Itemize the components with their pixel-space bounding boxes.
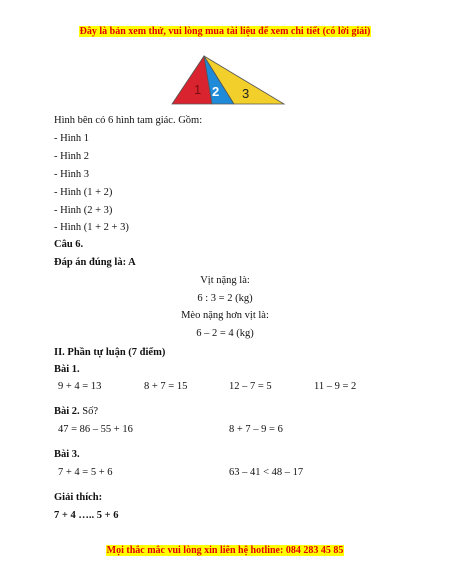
solution-line-2: 6 : 3 = 2 (kg) — [197, 293, 253, 304]
bai-1-item-4: 11 – 9 = 2 — [314, 381, 357, 392]
question-6-answer: Đáp án đúng là: A — [54, 257, 136, 268]
explain-title: Giải thích: — [54, 492, 103, 503]
triangle-item-4: - Hình (1 + 2) — [54, 187, 113, 198]
bai-2-suffix: Số? — [79, 406, 99, 417]
bai-3-item-1: 7 + 4 = 5 + 6 — [58, 467, 113, 478]
question-6-title: Câu 6. — [54, 239, 84, 250]
bai-2-heading — [54, 406, 98, 417]
bai-1-title: Bài 1. — [54, 364, 80, 375]
intro-text: Hình bên có 6 hình tam giác. Gồm: — [54, 115, 203, 126]
solution-line-3: Mèo nặng hơn vịt là: — [181, 310, 269, 321]
triangle-item-1: - Hình 1 — [54, 133, 89, 144]
hotline-banner-text: Mọi thắc mắc vui lòng xin liên hệ hotline: 084 283 45 85 — [106, 545, 344, 556]
bai-2-item-2: 8 + 7 – 9 = 6 — [229, 424, 283, 435]
triangle-label-1: 1 — [194, 82, 202, 97]
triangle-label-3: 3 — [242, 86, 250, 101]
bai-1-item-1: 9 + 4 = 13 — [58, 381, 102, 392]
preview-banner-text: Đây là bản xem thử, vui lòng mua tài liệu để xem chi tiết (có lời giải) — [79, 26, 371, 37]
preview-banner — [0, 26, 450, 37]
bai-2-item-1: 47 = 86 – 55 + 16 — [58, 424, 133, 435]
bai-2-title: Bài 2. — [54, 406, 80, 417]
bai-3-item-2: 63 – 41 < 48 – 17 — [229, 467, 304, 478]
triangle-item-5: - Hình (2 + 3) — [54, 205, 113, 216]
triangle-item-6: - Hình (1 + 2 + 3) — [54, 222, 129, 233]
bai-1-item-2: 8 + 7 = 15 — [144, 381, 188, 392]
solution-line-4: 6 – 2 = 4 (kg) — [196, 328, 254, 339]
explain-line: 7 + 4 ….. 5 + 6 — [54, 510, 119, 521]
triangle-figure — [170, 54, 286, 106]
bai-1-item-3: 12 – 7 = 5 — [229, 381, 272, 392]
triangle-label-2: 2 — [212, 84, 220, 99]
hotline-banner — [0, 545, 450, 556]
triangle-item-2: - Hình 2 — [54, 151, 89, 162]
triangle-item-3: - Hình 3 — [54, 169, 89, 180]
part-2-title: II. Phần tự luận (7 điểm) — [54, 347, 166, 358]
bai-3-title: Bài 3. — [54, 449, 80, 460]
solution-line-1: Vịt nặng là: — [200, 275, 250, 286]
